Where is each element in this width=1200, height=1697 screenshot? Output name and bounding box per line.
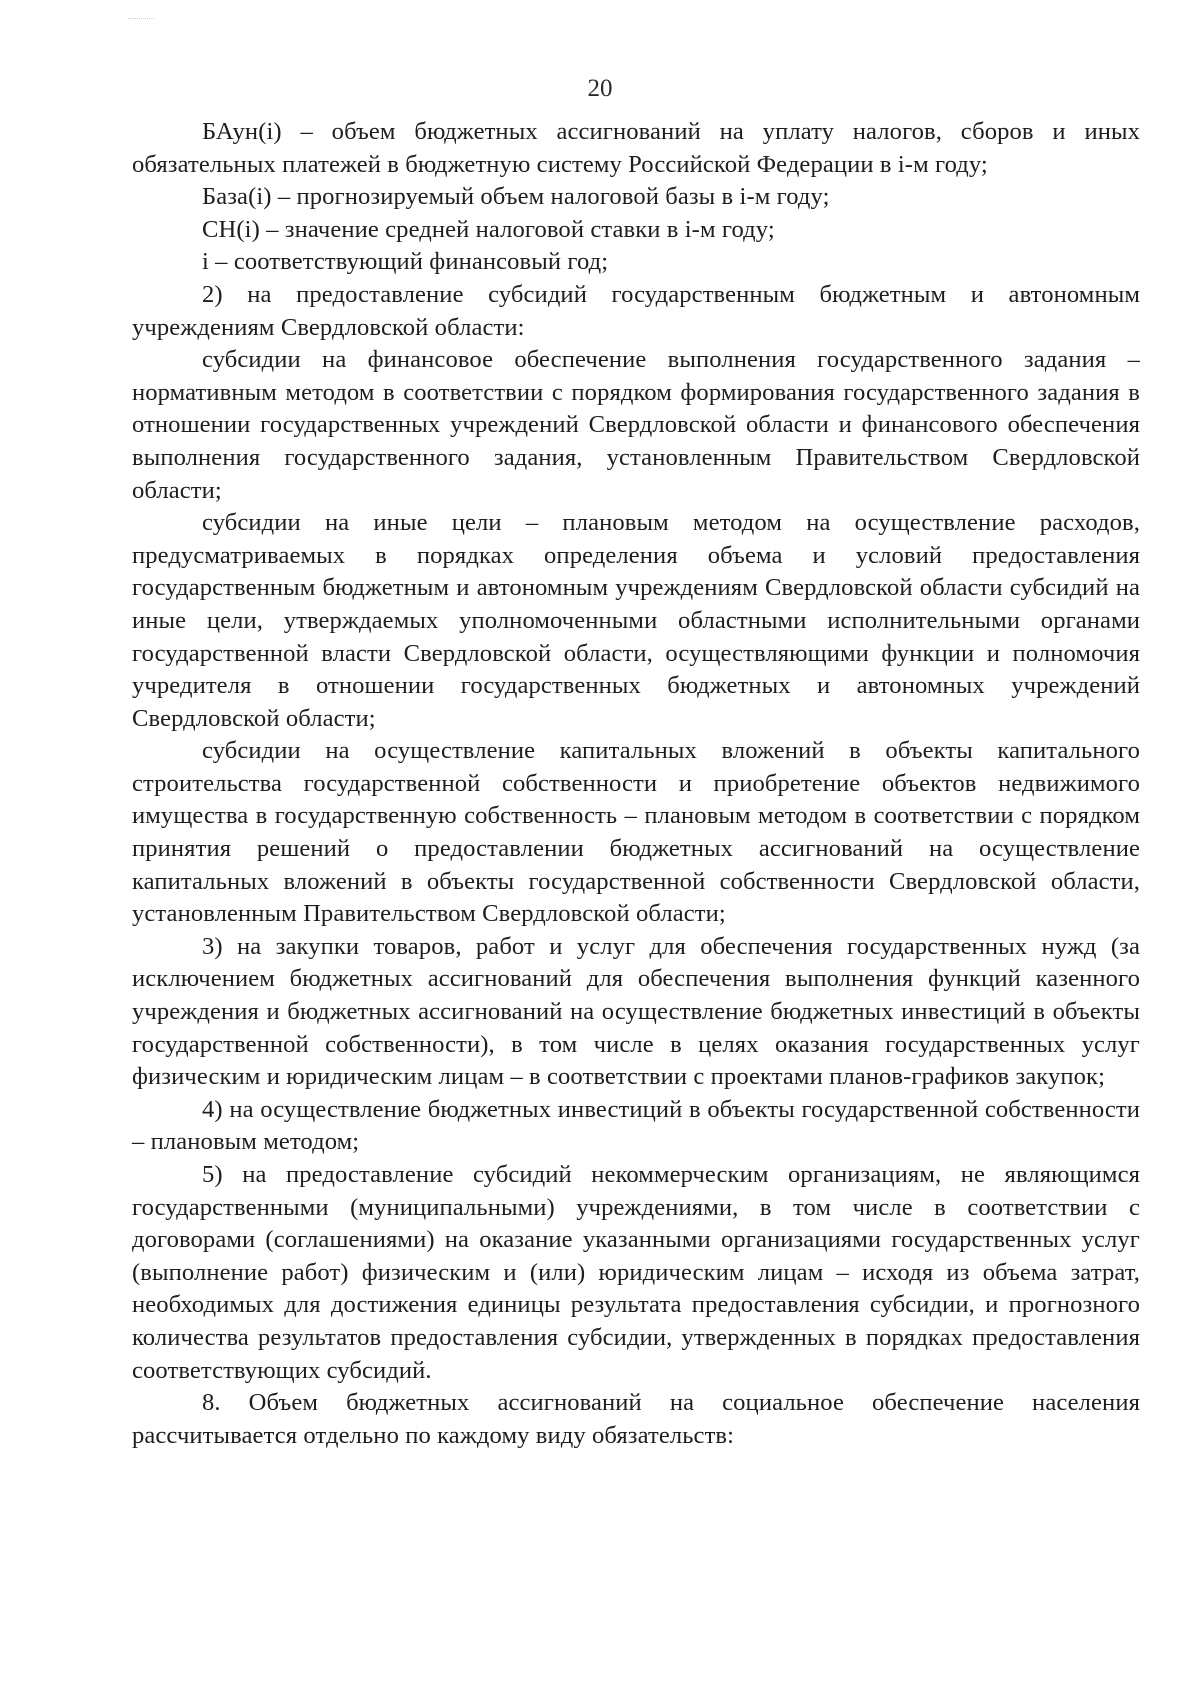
definition-sn: СН(i) – значение средней налоговой ставки в i-м году; (202, 215, 775, 243)
definition-baun: БАун(i) – объем бюджетных ассигнований на уплату налогов, сборов и иных обязательных платежей в бюджетную систему Российской Федерации в i-м году; (132, 118, 1140, 178)
definition-baza: База(i) – прогнозируемый объем налоговой базы в i-м году; (202, 183, 830, 211)
document-body (132, 116, 1140, 1452)
list-item-2: 2) на предоставление субсидий государственным бюджетным и автономным учреждениям Свердловской области: (132, 280, 1140, 341)
subsidy-state-task: субсидии на финансовое обеспечение выполнения государственного задания – нормативным методом в соответствии с порядком формирования государственного задания в отношении государственных учреждений Свердловской области и финансового обеспечения выполнения государственного задания, установленным Правительством Свердловской области; (132, 346, 1140, 504)
page-number: 20 (587, 75, 613, 102)
subsidy-other-purposes: субсидии на иные цели – плановым методом на осуществление расходов, предусматриваемых в порядках определения объема и условий предоставления государственным бюджетным и автономным учреждениям Свердловской области субсидий на иные цели, утверждаемых уполномоченными областными исполнительными органами государственной власти Свердловской области, осуществляющими функции и полномочия учредителя в отношении государственных бюджетных и автономных учреждений Свердловской области; (132, 509, 1140, 732)
scan-artifact (128, 18, 154, 21)
section-8: 8. Объем бюджетных ассигнований на социальное обеспечение населения рассчитывается отдельно по каждому виду обязательств: (132, 1389, 1140, 1449)
definition-i: i – соответствующий финансовый год; (202, 248, 609, 276)
list-item-5: 5) на предоставление субсидий некоммерческим организациям, не являющимся государственными (муниципальными) учреждениями, в том числе в соответствии с договорами (соглашениями) на оказание указанными организациями государственных услуг (выполнение работ) физическим и (или) юридическим лицам – исходя из объема затрат, необходимых для достижения единицы результата предоставления субсидии, и прогнозного количества результатов предоставления субсидии, утвержденных в порядках предоставления соответствующих субсидий. (132, 1161, 1140, 1384)
list-item-4: 4) на осуществление бюджетных инвестиций в объекты государственной собственности – плановым методом; (132, 1095, 1140, 1156)
list-item-3: 3) на закупки товаров, работ и услуг для обеспечения государственных нужд (за исключением бюджетных ассигнований для обеспечения выполнения функций казенного учреждения и бюджетных ассигнований на осуществление бюджетных инвестиций в объекты государственной собственности), в том числе в целях оказания государственных услуг физическим и юридическим лицам – в соответствии с проектами планов-графиков закупок; (132, 932, 1140, 1091)
subsidy-capital-investments: субсидии на осуществление капитальных вложений в объекты капитального строительства государственной собственности и приобретение объектов недвижимого имущества в государственную собственность – плановым методом в соответствии с порядком принятия решений о предоставлении бюджетных ассигнований на осуществление капитальных вложений в объекты государственной собственности Свердловской области, установленным Правительством Свердловской области; (132, 737, 1140, 928)
